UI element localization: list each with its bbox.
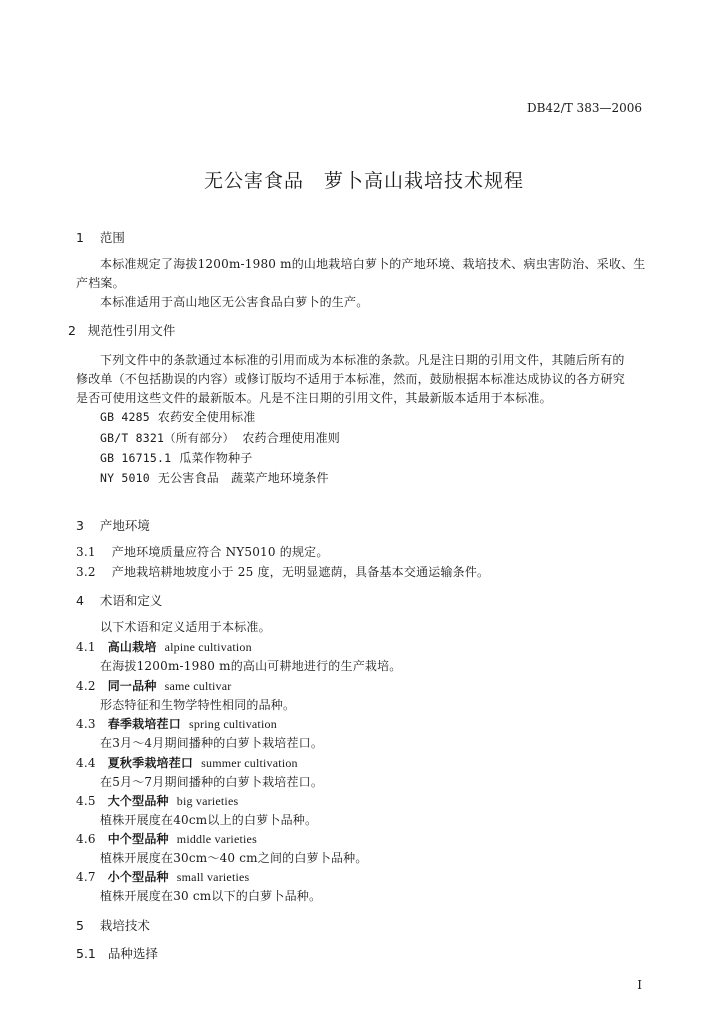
- section-number: 1: [76, 230, 84, 245]
- term-en: big varieties: [176, 794, 239, 808]
- clause-text: 产地栽培耕地坡度小于 25 度，无明显遮荫，具备基本交通运输条件。: [111, 565, 490, 579]
- paragraph: 本标准适用于高山地区无公害食品白萝卜的生产。: [100, 295, 369, 309]
- reference-code: GB/T 8321（所有部分）: [100, 431, 235, 445]
- section-heading-2: [68, 321, 175, 339]
- term-heading: [76, 677, 232, 694]
- term-zh: 高山栽培: [107, 640, 157, 654]
- section-title: 范围: [99, 230, 125, 245]
- term-definition: 在5月～7月期间播种的白萝卜栽培茬口。: [100, 775, 324, 789]
- subsection-number: 5.1: [76, 946, 96, 961]
- paragraph: 下列文件中的条款通过本标准的引用而成为本标准的条款。凡是注日期的引用文件，其随后所有的: [100, 353, 625, 367]
- section-title: 产地环境: [99, 518, 150, 533]
- term-heading: [76, 830, 257, 847]
- term-number: 4.2: [76, 679, 96, 693]
- section-number: 4: [76, 593, 84, 608]
- clause-item: [76, 543, 329, 560]
- term-en: middle varieties: [176, 832, 257, 846]
- reference-item: [100, 469, 329, 486]
- term-number: 4.3: [76, 717, 96, 731]
- section-number: 5: [76, 918, 84, 933]
- reference-name: 瓜菜作物种子: [179, 451, 253, 465]
- term-zh: 中个型品种: [107, 832, 169, 846]
- term-definition: 植株开展度在30cm～40 cm之间的白萝卜品种。: [100, 851, 368, 865]
- term-definition: 植株开展度在30 cm以下的白萝卜品种。: [100, 889, 322, 903]
- paragraph: 修改单（不包括勘误的内容）或修订版均不适用于本标准，然而，鼓励根据本标准达成协议的各方研究: [76, 372, 626, 386]
- term-en: spring cultivation: [188, 717, 277, 731]
- reference-code: GB 16715.1: [100, 451, 172, 465]
- term-heading: [76, 792, 238, 809]
- term-definition: 形态特征和生物学特性相同的品种。: [100, 698, 296, 712]
- term-en: small varieties: [176, 870, 250, 884]
- subsection-title: 品种选择: [107, 946, 158, 961]
- reference-name: 农药安全使用标准: [157, 410, 256, 424]
- reference-code: NY 5010: [100, 471, 150, 485]
- term-number: 4.5: [76, 794, 96, 808]
- clause-number: 3.1: [76, 545, 96, 559]
- term-heading: [76, 638, 252, 655]
- term-definition: 在3月～4月期间播种的白萝卜栽培茬口。: [100, 736, 324, 750]
- term-en: alpine cultivation: [164, 640, 252, 654]
- paragraph: 本标准规定了海拔1200m-1980 m的山地栽培白萝卜的产地环境、栽培技术、病虫害防治、采收、生: [100, 257, 646, 271]
- document-code: DB42/T 383—2006: [526, 101, 642, 115]
- reference-item: [100, 429, 340, 446]
- paragraph: 产档案。: [76, 276, 125, 290]
- reference-item: [100, 408, 256, 425]
- term-zh: 春季栽培茬口: [107, 717, 181, 731]
- clause-text: 产地环境质量应符合 NY5010 的规定。: [111, 545, 329, 559]
- section-heading-5: [76, 916, 150, 934]
- reference-code: GB 4285: [100, 410, 150, 424]
- reference-name: 农药合理使用准则: [242, 431, 340, 445]
- section-heading-1: [76, 228, 125, 246]
- term-zh: 大个型品种: [107, 794, 169, 808]
- term-number: 4.6: [76, 832, 96, 846]
- page-title: 无公害食品 萝卜高山栽培技术规程: [203, 170, 524, 192]
- section-number: 3: [76, 518, 84, 533]
- subsection-heading: [76, 944, 158, 962]
- term-zh: 同一品种: [107, 679, 157, 693]
- section-title: 栽培技术: [99, 918, 150, 933]
- clause-item: [76, 563, 489, 580]
- term-heading: [76, 868, 249, 885]
- clause-number: 3.2: [76, 565, 96, 579]
- section-number: 2: [68, 323, 76, 338]
- term-number: 4.4: [76, 756, 96, 770]
- term-en: same cultivar: [164, 679, 232, 693]
- reference-name: 无公害食品 蔬菜产地环境条件: [157, 471, 329, 485]
- paragraph: 以下术语和定义适用于本标准。: [100, 620, 271, 634]
- term-heading: [76, 754, 298, 771]
- section-heading-4: [76, 591, 162, 609]
- section-title: 术语和定义: [99, 593, 163, 608]
- term-number: 4.1: [76, 640, 96, 654]
- term-en: summer cultivation: [201, 756, 298, 770]
- term-number: 4.7: [76, 870, 96, 884]
- reference-item: [100, 449, 252, 466]
- term-zh: 夏秋季栽培茬口: [107, 756, 194, 770]
- term-definition: 在海拔1200m-1980 m的高山可耕地进行的生产栽培。: [100, 659, 402, 673]
- page-number: I: [637, 978, 642, 992]
- section-title: 规范性引用文件: [87, 323, 176, 338]
- section-heading-3: [76, 516, 150, 534]
- term-heading: [76, 715, 277, 732]
- paragraph: 是否可使用这些文件的最新版本。凡是不注日期的引用文件，其最新版本适用于本标准。: [76, 391, 552, 405]
- term-zh: 小个型品种: [107, 870, 169, 884]
- term-definition: 植株开展度在40cm以上的白萝卜品种。: [100, 813, 318, 827]
